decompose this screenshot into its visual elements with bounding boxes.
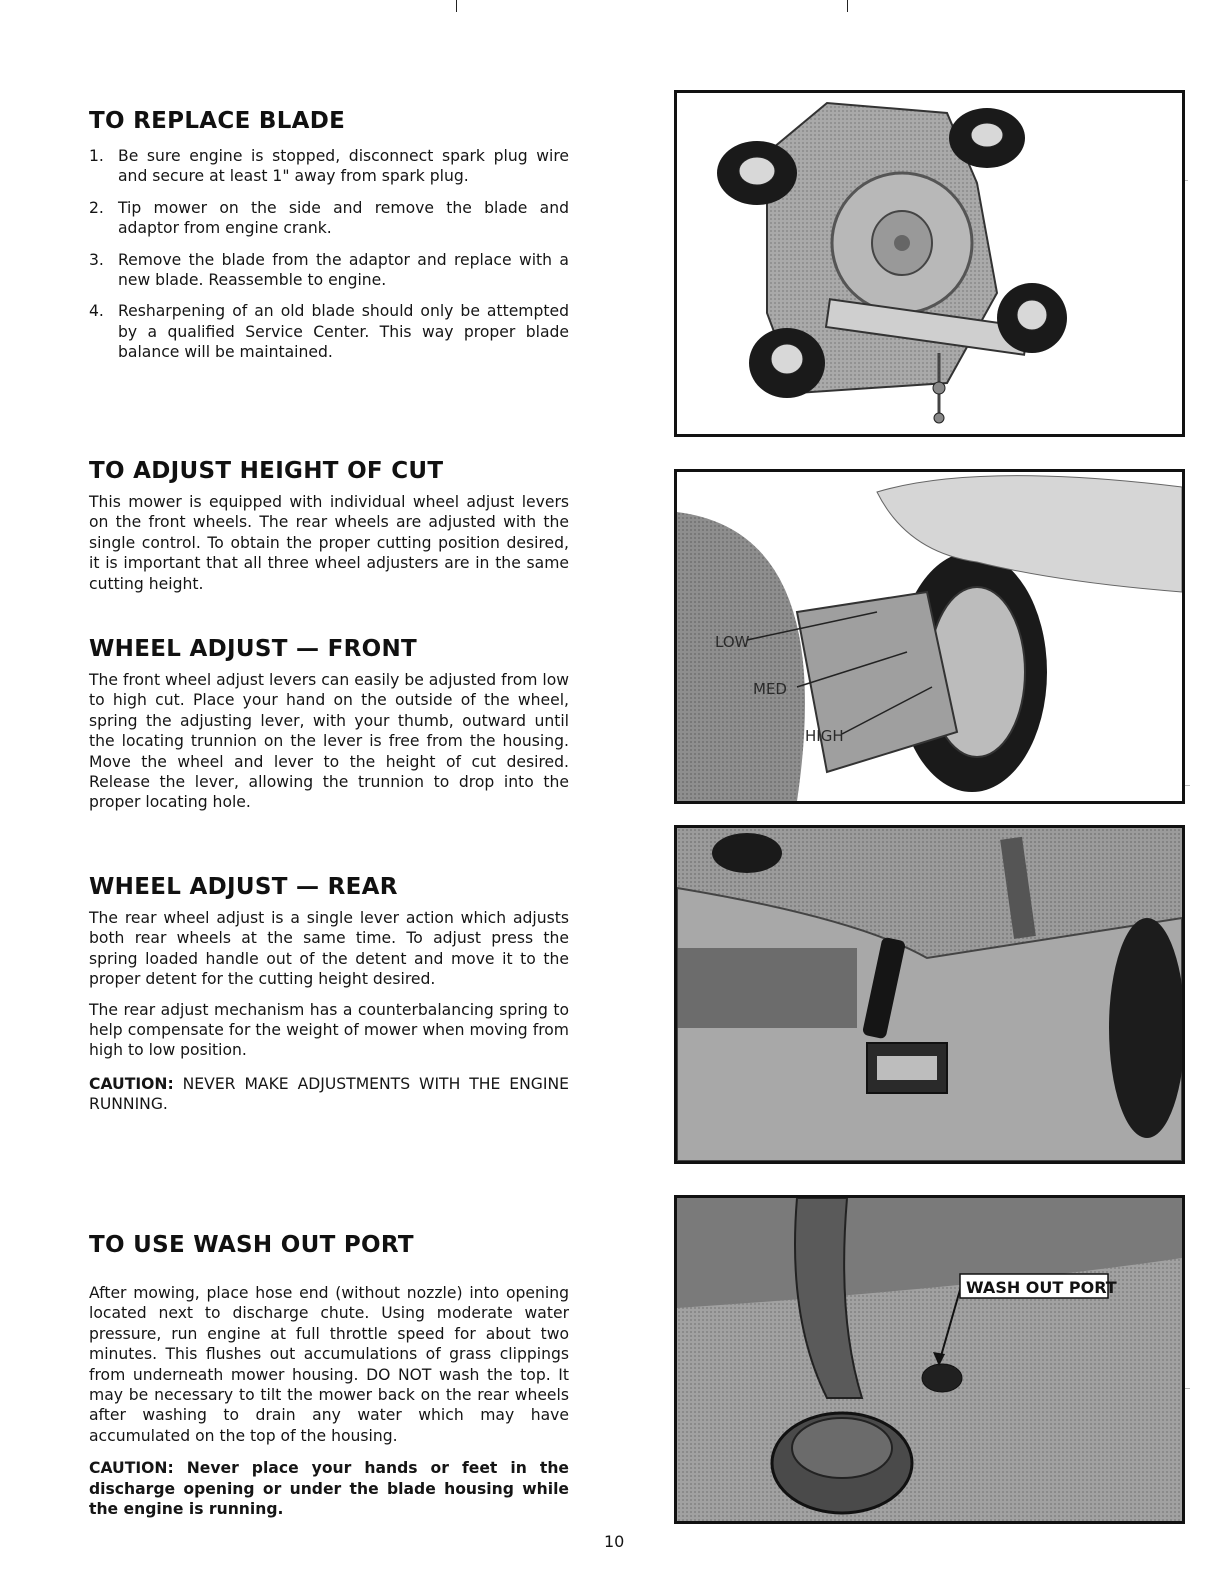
label-wash-out-port: WASH OUT PORT: [966, 1278, 1117, 1297]
step-number: 1.: [89, 147, 104, 165]
paragraph: This mower is equipped with individual wheel adjust levers on the front wheels. The rear wheels are adjusted with the single control. To obtain the proper cutting position desired, it is important that all three wheel adjusters are in the same cutting height.: [89, 493, 569, 593]
section-replace-blade: [89, 108, 569, 374]
list-item: [89, 198, 569, 239]
caution-note: [89, 1458, 569, 1519]
photo-wash-out-port: [674, 1195, 1185, 1524]
margin-mark: [456, 0, 457, 12]
section-wheel-rear: [89, 874, 569, 1115]
paragraph: After mowing, place hose end (without nozzle) into opening located next to discharge chute. Using moderate water pressure, run engine at full throttle speed for about two minutes. This flushes out accumulations of grass clippings from underneath mower housing. DO NOT wash the top. It may be necessary to tilt the mower back on the rear wheels after washing to drain any water which may have accumulated on the top of the housing.: [89, 1284, 569, 1445]
section-title: TO USE WASH OUT PORT: [89, 1232, 414, 1258]
label-low: LOW: [715, 633, 750, 651]
photo-rear-wheel-adjust: [674, 825, 1185, 1164]
list-item: [89, 250, 569, 291]
section-height-of-cut: [89, 458, 569, 594]
step-text: Tip mower on the side and remove the blade and adaptor from engine crank.: [118, 198, 569, 238]
section-title: TO ADJUST HEIGHT OF CUT: [89, 458, 444, 484]
caution-text: NEVER MAKE ADJUSTMENTS WITH THE ENGINE RUNNING.: [89, 1074, 570, 1114]
section-title: WHEEL ADJUST — REAR: [89, 874, 398, 900]
label-high: HIGH: [805, 727, 844, 745]
step-text: Be sure engine is stopped, disconnect spark plug wire and secure at least 1" away from spark plug.: [118, 147, 569, 186]
step-text: Resharpening of an old blade should only be attempted by a qualified Service Center. This way proper blade balance will be maintained.: [118, 302, 569, 362]
section-title: WHEEL ADJUST — FRONT: [89, 636, 418, 662]
caution-label: CAUTION:: [89, 1074, 174, 1093]
paragraph: The rear wheel adjust is a single lever action which adjusts both rear wheels at the same time. To adjust press the spring loaded handle out of the detent and move it to the proper detent for the cutting height desired.: [89, 909, 569, 989]
page-number: 10: [604, 1532, 625, 1551]
margin-mark: [847, 0, 848, 12]
step-number: 3.: [89, 250, 104, 269]
label-med: MED: [753, 680, 787, 698]
paragraph: The rear adjust mechanism has a counterbalancing spring to help compensate for the weight of mower when moving from high to low position.: [89, 1000, 569, 1060]
caution-text: Never place your hands or feet in the discharge opening or under the blade housing while the engine is running.: [89, 1459, 569, 1519]
caution-note: [89, 1074, 569, 1115]
section-wheel-front: [89, 636, 569, 813]
section-wash-out: [89, 1232, 569, 1519]
photo-mower-underside: [674, 90, 1185, 437]
list-item: [89, 146, 569, 187]
step-number: 2.: [89, 198, 104, 217]
step-number: 4.: [89, 302, 104, 321]
steps-list: [89, 146, 569, 363]
step-text: Remove the blade from the adaptor and replace with a new blade. Reassemble to engine.: [118, 250, 569, 290]
paragraph: The front wheel adjust levers can easily be adjusted from low to high cut. Place your hand on the outside of the wheel, spring the adjusting lever, with your thumb, outward until the locating trunnion on the lever is free from the housing. Move the wheel and lever to the height of cut desired. Release the lever, allowing the trunnion to drop into the proper locating hole.: [89, 671, 570, 812]
section-title: TO REPLACE BLADE: [89, 108, 346, 134]
list-item: [89, 301, 569, 362]
caution-label: CAUTION:: [89, 1459, 174, 1478]
photo-front-wheel-adjust: [674, 469, 1185, 804]
